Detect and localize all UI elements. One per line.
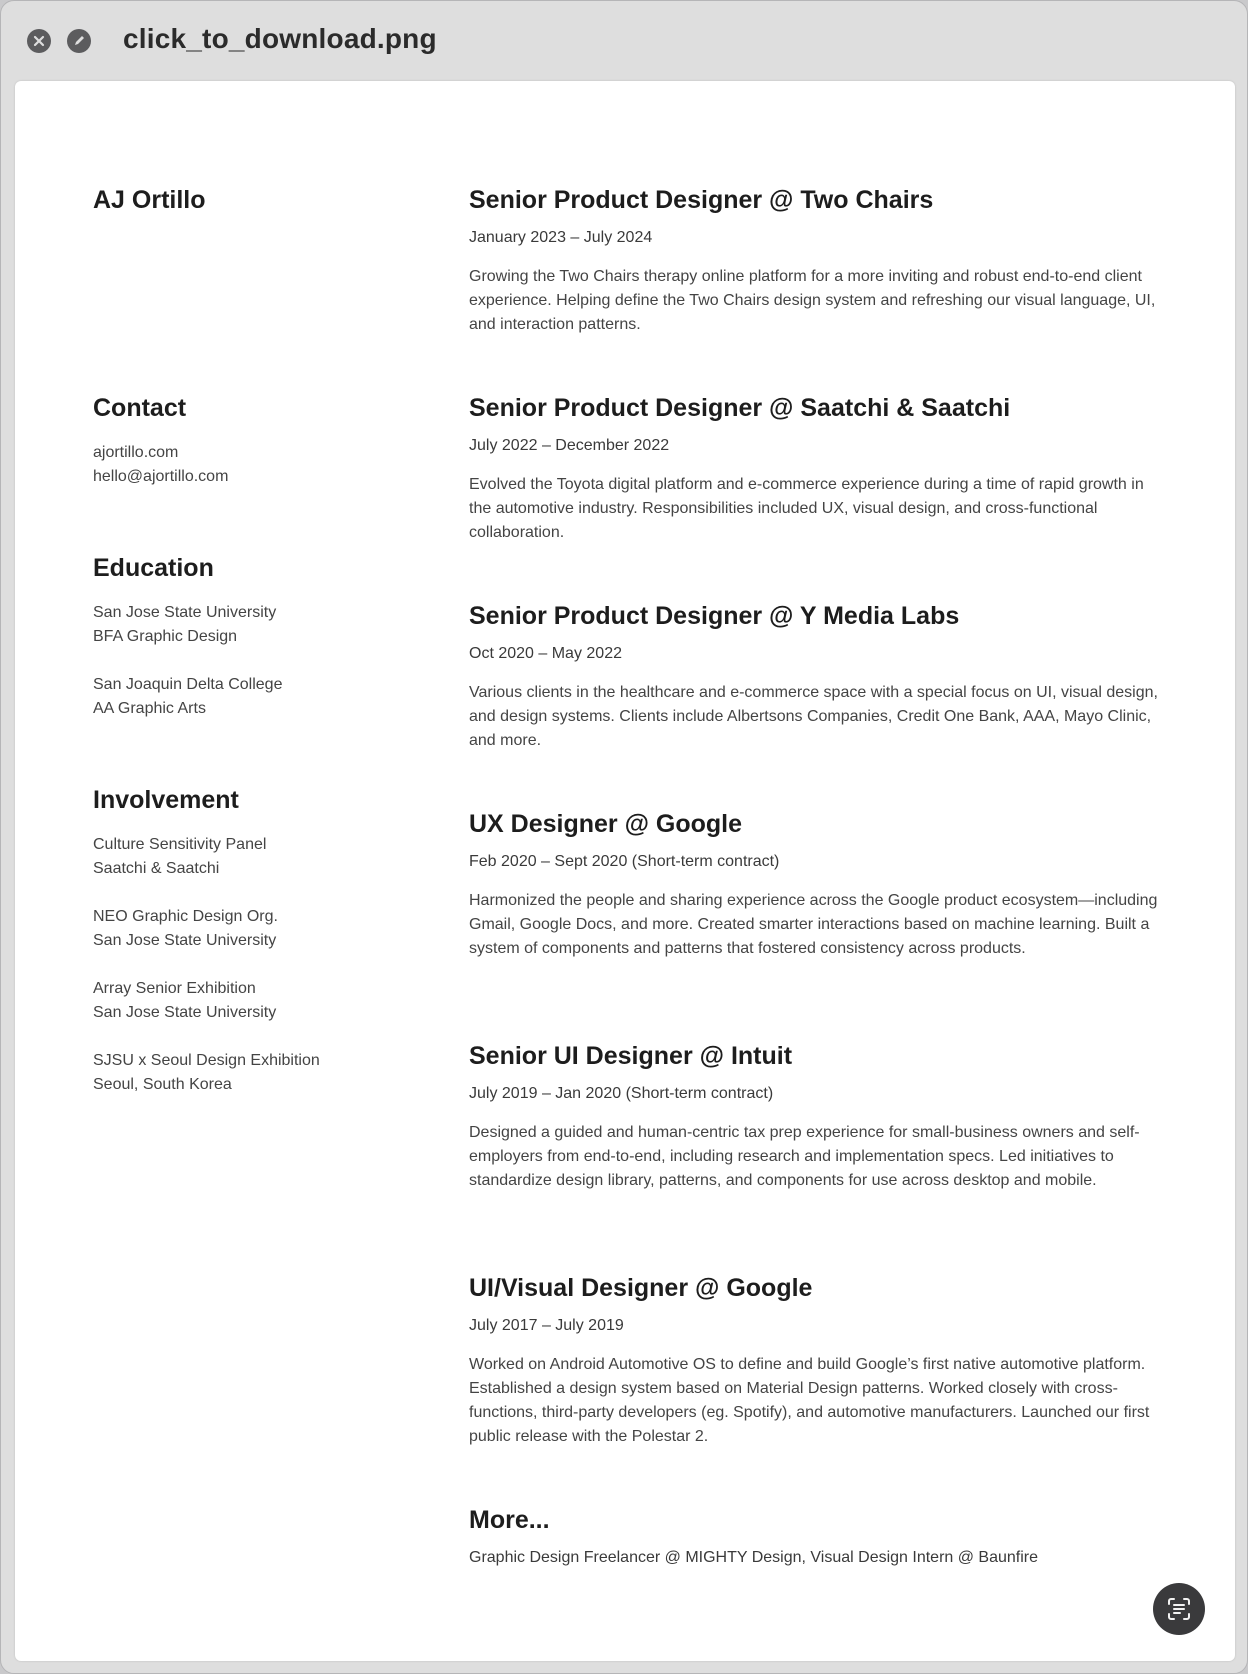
job-description: Harmonized the people and sharing experience across the Google product ecosystem—including Gmail, Google Docs, and more. Created smarter interactions based on machine learning. Built a system of components and patterns that fostered consistency across products. bbox=[469, 892, 1158, 957]
education-section bbox=[93, 551, 413, 721]
contact-section bbox=[93, 391, 413, 489]
degree: BFA Graphic Design bbox=[93, 628, 238, 645]
name-section bbox=[93, 183, 413, 217]
job-description: Evolved the Toyota digital platform and e-commerce experience during a time of rapid growth in the automotive industry. Responsibilities included UX, visual design, and cross-functional collaboration. bbox=[469, 476, 1144, 541]
job-description: Growing the Two Chairs therapy online platform for a more inviting and robust end-to-end client experience. Helping define the Two Chairs design system and refreshing our visual language, UI, and interaction patterns. bbox=[469, 268, 1156, 333]
involvement-item bbox=[93, 833, 413, 881]
job-entry bbox=[469, 1271, 1169, 1449]
job-description: Worked on Android Automotive OS to define and build Google’s first native automotive platform. Established a design system based on Material Design patterns. Worked closely with cross-functions, third-party developers (eg. Spotify), and automotive manufacturers. Launched our first public release with the Polestar 2. bbox=[469, 1356, 1150, 1445]
education-item bbox=[93, 601, 413, 649]
job-title: Senior UI Designer @ Intuit bbox=[469, 1042, 793, 1070]
email-link[interactable]: hello@ajortillo.com bbox=[93, 468, 229, 485]
education-item bbox=[93, 673, 413, 721]
involvement-item bbox=[93, 977, 413, 1025]
involvement-org: Saatchi & Saatchi bbox=[93, 860, 220, 877]
window-title: click_to_download.png bbox=[123, 23, 437, 54]
markup-button[interactable] bbox=[67, 29, 91, 53]
job-dates: Feb 2020 – Sept 2020 (Short-term contract) bbox=[469, 853, 780, 870]
involvement-title: NEO Graphic Design Org. bbox=[93, 908, 278, 925]
job-dates: January 2023 – July 2024 bbox=[469, 229, 653, 246]
job-dates: July 2017 – July 2019 bbox=[469, 1317, 624, 1334]
involvement-org: Seoul, South Korea bbox=[93, 1076, 232, 1093]
live-text-icon bbox=[1165, 1595, 1193, 1623]
more-heading: More... bbox=[469, 1506, 550, 1534]
close-button[interactable] bbox=[27, 29, 51, 53]
school-name: San Jose State University bbox=[93, 604, 277, 621]
resume-document bbox=[15, 81, 1235, 1661]
job-entry bbox=[469, 391, 1169, 545]
job-title: Senior Product Designer @ Two Chairs bbox=[469, 186, 934, 214]
title-bar bbox=[1, 1, 1247, 79]
degree: AA Graphic Arts bbox=[93, 700, 206, 717]
school-name: San Joaquin Delta College bbox=[93, 676, 283, 693]
involvement-title: Array Senior Exhibition bbox=[93, 980, 256, 997]
job-dates: Oct 2020 – May 2022 bbox=[469, 645, 622, 662]
job-entry bbox=[469, 807, 1169, 961]
education-heading: Education bbox=[93, 554, 214, 582]
markup-icon bbox=[72, 34, 86, 48]
job-entry bbox=[469, 183, 1169, 337]
job-title: UX Designer @ Google bbox=[469, 810, 743, 838]
more-text: Graphic Design Freelancer @ MIGHTY Design, Visual Design Intern @ Baunfire bbox=[469, 1549, 1039, 1566]
website-link[interactable]: ajortillo.com bbox=[93, 444, 179, 461]
close-icon bbox=[33, 35, 45, 47]
person-name: AJ Ortillo bbox=[93, 186, 206, 214]
involvement-section bbox=[93, 783, 413, 1097]
job-title: UI/Visual Designer @ Google bbox=[469, 1274, 813, 1302]
involvement-heading: Involvement bbox=[93, 786, 239, 814]
job-description: Various clients in the healthcare and e-commerce space with a special focus on UI, visual design, and design systems. Clients include Albertsons Companies, Credit One Bank, AAA, Mayo Clinic, and more. bbox=[469, 684, 1158, 749]
job-entry bbox=[469, 1039, 1169, 1193]
involvement-item bbox=[93, 905, 413, 953]
job-dates: July 2019 – Jan 2020 (Short-term contract) bbox=[469, 1085, 774, 1102]
job-title: Senior Product Designer @ Saatchi & Saatchi bbox=[469, 394, 1011, 422]
involvement-title: SJSU x Seoul Design Exhibition bbox=[93, 1052, 320, 1069]
contact-heading: Contact bbox=[93, 394, 187, 422]
job-description: Designed a guided and human-centric tax prep experience for small-business owners and self-employers from end-to-end, including research and implementation specs. Led initiatives to standardize design library, patterns, and components for use across desktop and mobile. bbox=[469, 1124, 1140, 1189]
job-dates: July 2022 – December 2022 bbox=[469, 437, 670, 454]
live-text-button[interactable] bbox=[1153, 1583, 1205, 1635]
more-section bbox=[469, 1503, 1169, 1569]
involvement-item bbox=[93, 1049, 413, 1097]
involvement-org: San Jose State University bbox=[93, 1004, 277, 1021]
job-entry bbox=[469, 599, 1169, 753]
involvement-org: San Jose State University bbox=[93, 932, 277, 949]
involvement-title: Culture Sensitivity Panel bbox=[93, 836, 267, 853]
job-title: Senior Product Designer @ Y Media Labs bbox=[469, 602, 960, 630]
